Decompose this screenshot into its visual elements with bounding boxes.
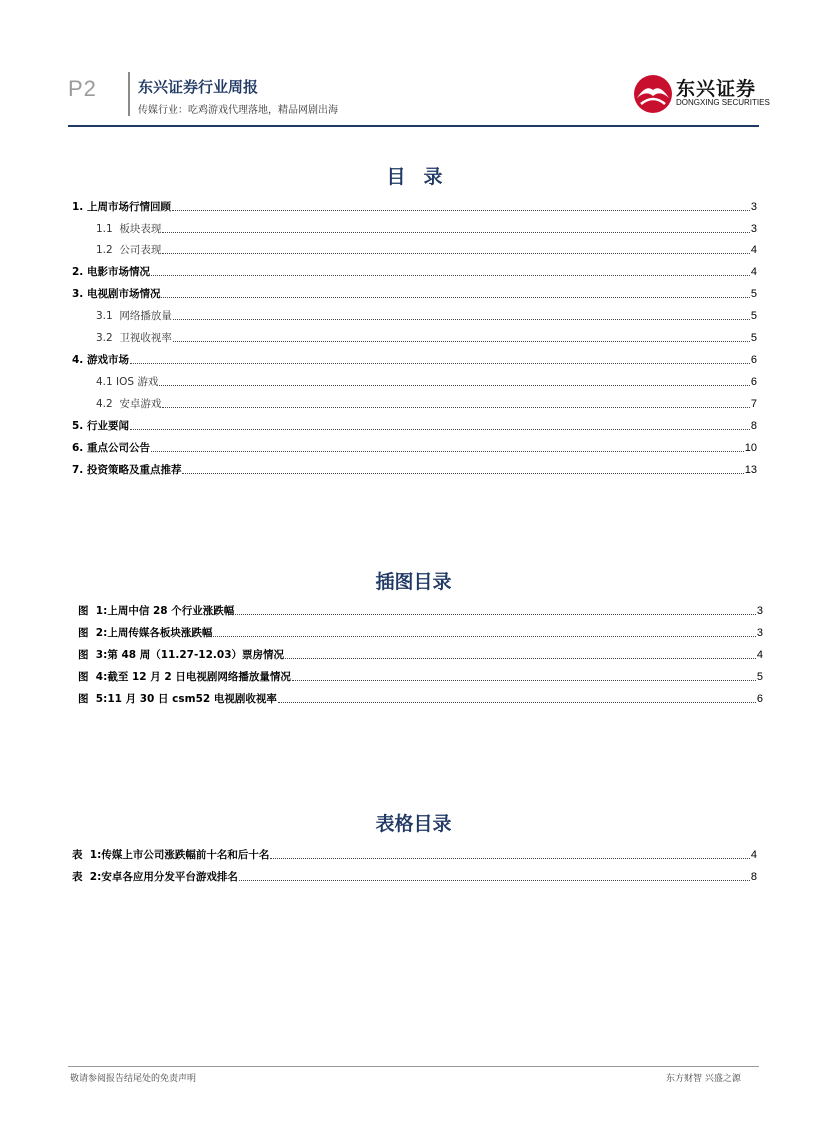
figures-toc-title: 插图目录 bbox=[375, 571, 452, 593]
logo-text-en: DONGXING SECURITIES bbox=[676, 98, 770, 107]
logo-text-cn: 东兴证券 bbox=[676, 78, 757, 100]
header-rule bbox=[68, 125, 759, 127]
toc-entry-label: 5. 行业要闻 bbox=[72, 420, 129, 432]
tables-toc-title: 表格目录 bbox=[375, 813, 452, 835]
table-entry-label: 表 1:传媒上市公司涨跌幅前十名和后十名 bbox=[72, 849, 270, 861]
figure-entry-label: 图 4:截至 12 月 2 日电视剧网络播放量情况 bbox=[78, 671, 291, 683]
figure-entry-page: 6 bbox=[756, 693, 763, 705]
toc-entry[interactable] bbox=[72, 198, 757, 214]
report-subtitle: 传媒行业：吃鸡游戏代理落地，精品网剧出海 bbox=[138, 105, 338, 116]
toc-entry[interactable] bbox=[96, 329, 757, 345]
toc-entry-label: 7. 投资策略及重点推荐 bbox=[72, 464, 182, 476]
toc-entry[interactable] bbox=[96, 241, 757, 257]
toc-entry-label: 4. 游戏市场 bbox=[72, 354, 129, 366]
toc-entry-label: 1.2 公司表现 bbox=[96, 244, 162, 256]
toc-entry[interactable] bbox=[72, 263, 757, 279]
toc-entry-label: 4.2 安卓游戏 bbox=[96, 398, 162, 410]
toc-entry-page: 5 bbox=[750, 288, 757, 300]
toc-entry[interactable] bbox=[96, 220, 757, 236]
toc-entry-label: 3.1 网络播放量 bbox=[96, 310, 172, 322]
toc-entry-page: 4 bbox=[750, 266, 757, 278]
toc-entry-page: 5 bbox=[750, 332, 757, 344]
figure-entry-label: 图 5:11 月 30 日 csm52 电视剧收视率 bbox=[78, 693, 277, 705]
toc-entry-page: 6 bbox=[750, 354, 757, 366]
table-entry[interactable] bbox=[72, 868, 757, 884]
table-entry-label: 表 2:安卓各应用分发平台游戏排名 bbox=[72, 871, 238, 883]
figure-entry-page: 3 bbox=[756, 605, 763, 617]
figure-entry[interactable] bbox=[78, 624, 763, 640]
toc-entry-page: 5 bbox=[750, 310, 757, 322]
figure-entry[interactable] bbox=[78, 668, 763, 684]
toc-entry-page: 7 bbox=[750, 398, 757, 410]
toc-entry-page: 13 bbox=[744, 464, 757, 476]
table-entry[interactable] bbox=[72, 846, 757, 862]
report-title: 东兴证券行业周报 bbox=[138, 78, 259, 96]
toc-entry[interactable] bbox=[96, 307, 757, 323]
footer-slogan: 东方财智 兴盛之源 bbox=[666, 1074, 741, 1084]
toc-entry[interactable] bbox=[72, 417, 757, 433]
toc-entry-page: 4 bbox=[750, 244, 757, 256]
figure-entry-page: 4 bbox=[756, 649, 763, 661]
dongxing-logo-icon bbox=[632, 74, 674, 114]
header-divider bbox=[128, 72, 130, 116]
figure-entry-label: 图 3:第 48 周（11.27-12.03）票房情况 bbox=[78, 649, 285, 661]
figure-entry-page: 3 bbox=[756, 627, 763, 639]
toc-entry-label: 4.1 IOS 游戏 bbox=[96, 376, 159, 388]
toc-entry-label: 3.2 卫视收视率 bbox=[96, 332, 172, 344]
toc-entry[interactable] bbox=[96, 395, 757, 411]
table-entry-page: 4 bbox=[750, 849, 757, 861]
figure-entry[interactable] bbox=[78, 690, 763, 706]
toc-entry[interactable] bbox=[72, 439, 757, 455]
toc-entry-page: 6 bbox=[750, 376, 757, 388]
toc-entry-page: 8 bbox=[750, 420, 757, 432]
toc-entry[interactable] bbox=[96, 373, 757, 389]
toc-entry-page: 10 bbox=[744, 442, 757, 454]
footer-rule bbox=[68, 1066, 759, 1067]
figure-entry-page: 5 bbox=[756, 671, 763, 683]
toc-entry-label: 1. 上周市场行情回顾 bbox=[72, 201, 171, 213]
toc-entry-page: 3 bbox=[750, 223, 757, 235]
figure-entry[interactable] bbox=[78, 602, 763, 618]
toc-entry[interactable] bbox=[72, 351, 757, 367]
footer-disclaimer: 敬请参阅报告结尾处的免责声明 bbox=[70, 1074, 197, 1084]
toc-entry[interactable] bbox=[72, 461, 757, 477]
figure-entry-label: 图 2:上周传媒各板块涨跌幅 bbox=[78, 627, 213, 639]
page-number: P2 bbox=[68, 76, 97, 101]
toc-entry-label: 2. 电影市场情况 bbox=[72, 266, 150, 278]
figure-entry-label: 图 1:上周中信 28 个行业涨跌幅 bbox=[78, 605, 235, 617]
toc-title: 目录 bbox=[386, 166, 461, 188]
figure-entry[interactable] bbox=[78, 646, 763, 662]
toc-entry[interactable] bbox=[72, 285, 757, 301]
toc-entry-label: 3. 电视剧市场情况 bbox=[72, 288, 161, 300]
table-entry-page: 8 bbox=[750, 871, 757, 883]
toc-entry-label: 6. 重点公司公告 bbox=[72, 442, 150, 454]
toc-entry-label: 1.1 板块表现 bbox=[96, 223, 162, 235]
toc-entry-page: 3 bbox=[750, 201, 757, 213]
